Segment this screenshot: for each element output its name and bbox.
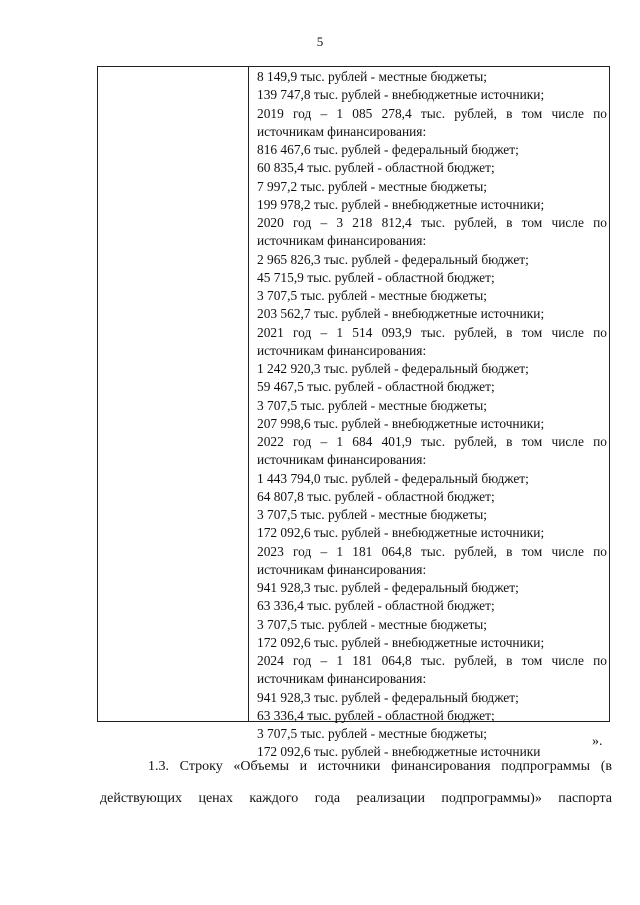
financing-line: 63 336,4 тыс. рублей - областной бюджет; <box>257 598 495 614</box>
financing-line: 63 336,4 тыс. рублей - областной бюджет; <box>257 707 495 723</box>
financing-table <box>97 66 610 760</box>
financing-line: 207 998,6 тыс. рублей - внебюджетные источники; <box>257 415 545 431</box>
closing-quote: ». <box>592 734 603 749</box>
financing-line: 2024 год – 1 181 064,8 тыс. рублей, в том числе по <box>257 653 607 668</box>
financing-line: 2021 год – 1 514 093,9 тыс. рублей, в том числе по <box>257 324 607 340</box>
financing-line: 941 928,3 тыс. рублей - федеральный бюджет; <box>257 689 519 705</box>
financing-line: 7 997,2 тыс. рублей - местные бюджеты; <box>257 178 488 194</box>
financing-line: 2023 год – 1 181 064,8 тыс. рублей, в том числе по <box>257 543 607 559</box>
financing-line: 941 928,3 тыс. рублей - федеральный бюджет; <box>257 580 519 595</box>
column-divider <box>248 67 249 721</box>
financing-line: 2 965 826,3 тыс. рублей - федеральный бюджет; <box>257 251 529 267</box>
financing-line: 3 707,5 тыс. рублей - местные бюджеты; <box>257 726 488 741</box>
financing-line: 203 562,7 тыс. рублей - внебюджетные источники; <box>257 306 545 322</box>
financing-line: 172 092,6 тыс. рублей - внебюджетные источники; <box>257 525 545 541</box>
financing-line: 59 467,5 тыс. рублей - областной бюджет; <box>257 379 495 395</box>
financing-line: 139 747,8 тыс. рублей - внебюджетные источники; <box>257 87 545 103</box>
financing-line: 1 443 794,0 тыс. рублей - федеральный бюджет; <box>257 470 529 486</box>
financing-line: источникам финансирования: <box>257 123 427 139</box>
amendment-paragraph <box>100 751 612 815</box>
financing-cell <box>257 68 607 762</box>
financing-line: 2022 год – 1 684 401,9 тыс. рублей, в том числе по <box>257 434 607 449</box>
financing-line: 45 715,9 тыс. рублей - областной бюджет; <box>257 269 495 285</box>
financing-line: 3 707,5 тыс. рублей - местные бюджеты; <box>257 507 488 522</box>
financing-line: 816 467,6 тыс. рублей - федеральный бюджет; <box>257 142 519 157</box>
financing-line: 2020 год – 3 218 812,4 тыс. рублей, в том числе по <box>257 215 607 230</box>
financing-line: 64 807,8 тыс. рублей - областной бюджет; <box>257 488 495 504</box>
financing-line: источникам финансирования: <box>257 233 427 249</box>
financing-line: источникам финансирования: <box>257 671 427 687</box>
financing-line: 2019 год – 1 085 278,4 тыс. рублей, в том числе по <box>257 105 607 121</box>
financing-line: 3 707,5 тыс. рублей - местные бюджеты; <box>257 616 488 632</box>
financing-line: 1 242 920,3 тыс. рублей - федеральный бюджет; <box>257 361 529 376</box>
financing-line: 172 092,6 тыс. рублей - внебюджетные источники; <box>257 634 545 650</box>
financing-line: 60 835,4 тыс. рублей - областной бюджет; <box>257 160 495 176</box>
financing-line: источникам финансирования: <box>257 342 427 358</box>
financing-line: 3 707,5 тыс. рублей - местные бюджеты; <box>257 288 488 303</box>
financing-line: 8 149,9 тыс. рублей - местные бюджеты; <box>257 69 488 84</box>
paragraph-line-1: 1.3. Строку «Объемы и источники финансирования подпрограммы (в <box>148 759 612 774</box>
financing-line: источникам финансирования: <box>257 452 427 468</box>
financing-line: 199 978,2 тыс. рублей - внебюджетные источники; <box>257 196 545 212</box>
page-number: 5 <box>316 34 324 49</box>
financing-line: 172 092,6 тыс. рублей - внебюджетные источники <box>257 744 541 760</box>
financing-line: источникам финансирования: <box>257 561 427 577</box>
paragraph-line-2: действующих ценах каждого года реализации подпрограммы)» паспорта <box>100 791 612 806</box>
financing-line: 3 707,5 тыс. рублей - местные бюджеты; <box>257 397 488 413</box>
